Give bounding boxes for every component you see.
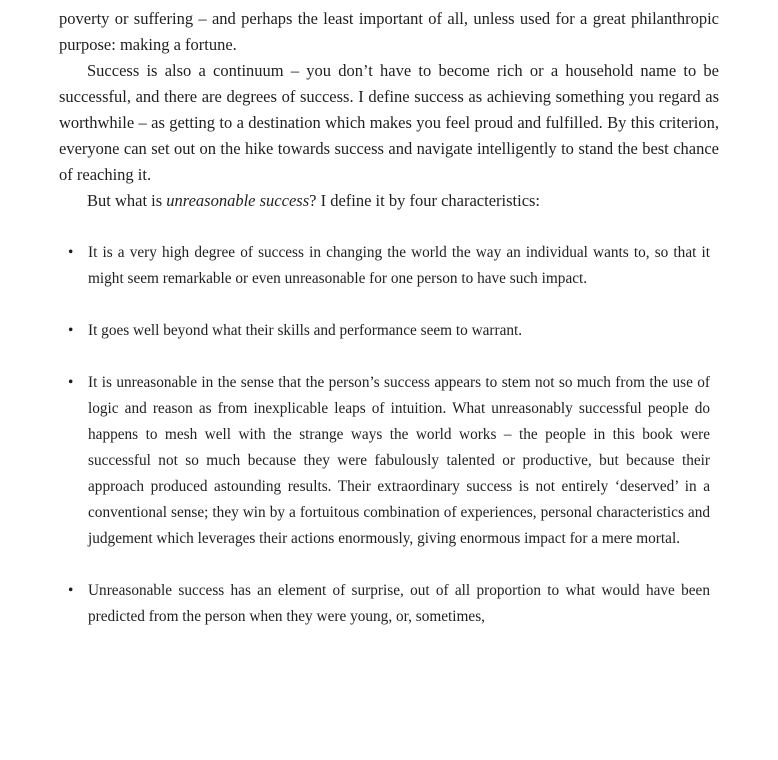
question-italic-term: unreasonable success <box>166 191 310 210</box>
bullet-text: It goes well beyond what their skills and performance seem to warrant. <box>88 322 523 339</box>
bullet-icon: • <box>68 582 74 599</box>
characteristics-list <box>59 240 719 630</box>
list-item <box>68 370 710 552</box>
question-prefix: But what is <box>87 191 167 210</box>
bullet-icon: • <box>68 322 74 339</box>
paragraph-question <box>59 188 719 214</box>
bullet-icon: • <box>68 244 74 261</box>
list-item <box>68 578 710 630</box>
bullet-text: Unreasonable success has an element of surprise, out of all proportion to what would have been predicted from the person when they were young, or, sometimes, <box>88 582 710 625</box>
question-suffix: ? I define it by four characteristics: <box>309 191 541 210</box>
bullet-icon: • <box>68 374 74 391</box>
bullet-text: It is unreasonable in the sense that the person’s success appears to stem not so much from the use of logic and reason as from inexplicable leaps of intuition. What unreasonably successful people do happens to mesh well with the strange ways the world works – the people in this book were successful not so much because they were fabulously talented or productive, but because their approach produced astounding results. Their extraordinary success is not entirely ‘deserved’ in a conventional sense; they win by a fortuitous combination of experiences, personal characteristics and judgement which leverages their actions enormously, giving enormous impact for a mere mortal. <box>88 374 710 547</box>
list-item <box>68 240 710 292</box>
bullet-text: It is a very high degree of success in changing the world the way an individual wants to, so that it might seem remarkable or even unreasonable for one person to have such impact. <box>88 244 710 287</box>
list-item <box>68 318 710 344</box>
paragraph-continuation: poverty or suffering – and perhaps the least important of all, unless used for a great philanthropic purpose: making a fortune. <box>59 9 719 54</box>
paragraph-success-definition: Success is also a continuum – you don’t have to become rich or a household name to be successful, and there are degrees of success. I define success as achieving something you regard as worthwhile – as getting to a destination which makes you feel proud and fulfilled. By this criterion, everyone can set out on the hike towards success and navigate intelligently to stand the best chance of reaching it. <box>59 61 719 184</box>
